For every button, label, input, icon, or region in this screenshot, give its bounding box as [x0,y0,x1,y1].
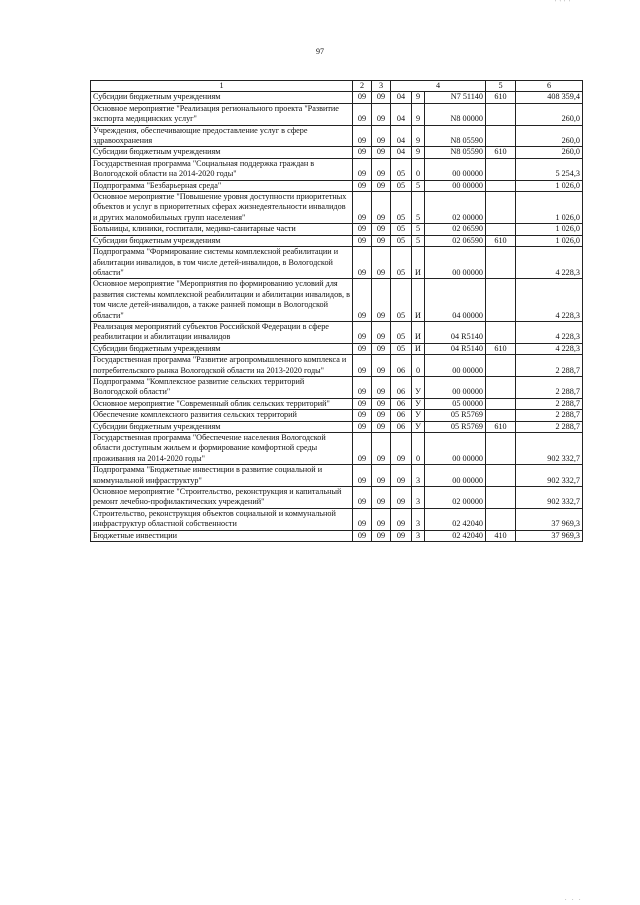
cell-col-5 [486,355,516,377]
cell-col-4-section: 05 [391,224,412,235]
cell-col-4-program: 9 [412,92,425,103]
cell-name: Государственная программа "Развитие агропромышленного комплекса и потребительского рынка Вологодской области на 2013-2020 годы" [91,355,353,377]
cell-name: Обеспечение комплексного развития сельских территорий [91,410,353,421]
cell-col-4-program: 5 [412,180,425,191]
cell-amount: 408 359,4 [516,92,583,103]
cell-amount: 4 228,3 [516,247,583,279]
cell-col-4-section: 04 [391,125,412,147]
cell-col-4-section: 06 [391,376,412,398]
cell-col-4-code: N8 05590 [425,147,486,158]
cell-col-4-program: 3 [412,530,425,541]
cell-col-5 [486,398,516,409]
cell-col-5 [486,180,516,191]
cell-amount: 260,0 [516,103,583,125]
cell-col-4-section: 06 [391,398,412,409]
table-row [91,487,583,509]
cell-col-2: 09 [353,192,372,224]
cell-col-4-code: 02 00000 [425,487,486,509]
cell-col-4-code: 00 00000 [425,433,486,465]
table-row [91,355,583,377]
cell-col-5: 410 [486,530,516,541]
cell-col-4-program: У [412,398,425,409]
cell-name: Основное мероприятие "Строительство, реконструкция и капитальный ремонт лечебно-профилактических учреждений" [91,487,353,509]
cell-name: Государственная программа "Социальная поддержка граждан в Вологодской области на 2014-2020 годы" [91,158,353,180]
cell-col-4-section: 06 [391,355,412,377]
cell-col-2: 09 [353,224,372,235]
header-row [91,81,583,92]
cell-name: Основное мероприятие "Мероприятия по формированию условий для развития системы комплексной реабилитации и абилитации инвалидов, в том числе детей-инвалидов, а также ранней помощи в Вологодской области" [91,279,353,322]
table-row [91,279,583,322]
cell-col-4-section: 09 [391,433,412,465]
table-row [91,180,583,191]
page-number: 97 [316,47,324,56]
table-row [91,192,583,224]
cell-col-4-program: И [412,279,425,322]
cell-amount: 902 332,7 [516,465,583,487]
cell-col-4-program: И [412,343,425,354]
cell-col-4-section: 05 [391,158,412,180]
cell-col-4-code: 00 00000 [425,158,486,180]
table-row [91,147,583,158]
cell-col-4-section: 05 [391,279,412,322]
cell-col-4-program: И [412,247,425,279]
cell-name: Подпрограмма "Формирование системы комплексной реабилитации и абилитации инвалидов, в том числе детей-инвалидов, в Вологодской области" [91,247,353,279]
cell-col-3: 09 [372,321,391,343]
cell-col-5 [486,192,516,224]
cell-col-5 [486,321,516,343]
cell-col-5 [486,279,516,322]
cell-col-4-code: 00 00000 [425,247,486,279]
cell-col-4-code: N7 51140 [425,92,486,103]
table-row [91,376,583,398]
cell-col-2: 09 [353,508,372,530]
cell-col-2: 09 [353,247,372,279]
cell-col-5: 610 [486,235,516,246]
header-col-5: 5 [486,81,516,92]
cell-col-4-program: 9 [412,147,425,158]
cell-name: Субсидии бюджетным учреждениям [91,421,353,432]
table-row [91,465,583,487]
cell-col-4-code: 00 00000 [425,355,486,377]
table-row [91,235,583,246]
cell-col-3: 09 [372,235,391,246]
cell-col-4-section: 05 [391,321,412,343]
cell-col-4-code: 02 06590 [425,224,486,235]
cell-col-2: 09 [353,410,372,421]
cell-col-4-program: У [412,421,425,432]
cell-amount: 4 228,3 [516,343,583,354]
table-row [91,410,583,421]
cell-col-4-program: 0 [412,433,425,465]
table-row [91,343,583,354]
cell-amount: 1 026,0 [516,180,583,191]
cell-col-4-code: 00 00000 [425,180,486,191]
table-row [91,92,583,103]
cell-col-5 [486,487,516,509]
cell-amount: 2 288,7 [516,398,583,409]
cell-name: Учреждения, обеспечивающие предоставление услуг в сфере здравоохранения [91,125,353,147]
cell-col-4-program: 5 [412,224,425,235]
cell-amount: 902 332,7 [516,487,583,509]
cell-col-2: 09 [353,92,372,103]
header-col-6: 6 [516,81,583,92]
cell-name: Субсидии бюджетным учреждениям [91,147,353,158]
header-col-1: 1 [91,81,353,92]
cell-col-5: 610 [486,421,516,432]
cell-amount: 37 969,3 [516,508,583,530]
cell-col-3: 09 [372,465,391,487]
cell-col-3: 09 [372,398,391,409]
cell-col-5 [486,410,516,421]
cell-name: Субсидии бюджетным учреждениям [91,235,353,246]
cell-col-4-code: 05 R5769 [425,421,486,432]
cell-name: Основное мероприятие "Современный облик сельских территорий" [91,398,353,409]
cell-col-2: 09 [353,235,372,246]
cell-name: Субсидии бюджетным учреждениям [91,343,353,354]
cell-col-5 [486,224,516,235]
cell-amount: 2 288,7 [516,376,583,398]
cell-col-4-section: 04 [391,103,412,125]
cell-name: Государственная программа "Обеспечение населения Вологодской области доступным жильем и формирование комфортной среды проживания на 2014-2020 годы" [91,433,353,465]
table-row [91,421,583,432]
cell-col-4-program: 5 [412,235,425,246]
cell-col-4-section: 06 [391,410,412,421]
scan-marks-bottom: . . . [565,896,583,902]
cell-col-2: 09 [353,103,372,125]
cell-col-5 [486,247,516,279]
cell-col-2: 09 [353,321,372,343]
cell-name: Субсидии бюджетным учреждениям [91,92,353,103]
cell-col-3: 09 [372,487,391,509]
cell-col-3: 09 [372,247,391,279]
table-row [91,103,583,125]
cell-amount: 902 332,7 [516,433,583,465]
table-row [91,321,583,343]
cell-col-4-code: 05 R5769 [425,410,486,421]
cell-col-4-section: 05 [391,235,412,246]
cell-col-5 [486,465,516,487]
cell-col-4-code: 02 42040 [425,530,486,541]
cell-col-5: 610 [486,92,516,103]
cell-col-3: 09 [372,410,391,421]
table-body [91,92,583,542]
cell-col-2: 09 [353,376,372,398]
cell-col-3: 09 [372,279,391,322]
cell-col-3: 09 [372,147,391,158]
cell-col-2: 09 [353,158,372,180]
cell-amount: 37 969,3 [516,530,583,541]
budget-table [90,80,583,542]
cell-col-4-code: 00 00000 [425,465,486,487]
cell-col-3: 09 [372,530,391,541]
cell-amount: 2 288,7 [516,421,583,432]
cell-col-4-program: 9 [412,125,425,147]
cell-col-3: 09 [372,355,391,377]
cell-col-3: 09 [372,192,391,224]
cell-col-4-code: 04 R5140 [425,321,486,343]
cell-col-2: 09 [353,343,372,354]
cell-col-4-code: 04 R5140 [425,343,486,354]
cell-col-5 [486,508,516,530]
header-col-4: 4 [391,81,486,92]
cell-col-5 [486,158,516,180]
cell-name: Бюджетные инвестиции [91,530,353,541]
cell-col-4-section: 09 [391,465,412,487]
cell-amount: 2 288,7 [516,355,583,377]
cell-col-3: 09 [372,92,391,103]
cell-col-4-program: 0 [412,355,425,377]
cell-col-4-program: 5 [412,192,425,224]
cell-col-3: 09 [372,125,391,147]
cell-name: Основное мероприятие "Повышение уровня доступности приоритетных объектов и услуг в приоритетных сферах жизнедеятельности инвалидов и других маломобильных групп населения" [91,192,353,224]
cell-name: Больницы, клиники, госпитали, медико-санитарные части [91,224,353,235]
cell-col-4-program: 3 [412,487,425,509]
cell-col-3: 09 [372,103,391,125]
cell-col-3: 09 [372,158,391,180]
cell-col-2: 09 [353,530,372,541]
cell-col-4-section: 09 [391,487,412,509]
cell-col-5 [486,125,516,147]
cell-col-3: 09 [372,343,391,354]
cell-col-2: 09 [353,279,372,322]
cell-col-4-program: 9 [412,103,425,125]
table-row [91,433,583,465]
cell-amount: 4 228,3 [516,321,583,343]
cell-col-4-section: 06 [391,421,412,432]
cell-col-4-code: 02 00000 [425,192,486,224]
scan-marks-top: ' ' ' ' [555,0,571,6]
cell-col-2: 09 [353,355,372,377]
cell-col-5: 610 [486,343,516,354]
cell-col-2: 09 [353,180,372,191]
cell-name: Подпрограмма "Безбарьерная среда" [91,180,353,191]
cell-col-4-code: N8 05590 [425,125,486,147]
cell-col-4-code: 04 00000 [425,279,486,322]
header-col-3: 3 [372,81,391,92]
header-col-2: 2 [353,81,372,92]
cell-col-3: 09 [372,433,391,465]
cell-col-4-section: 05 [391,180,412,191]
cell-col-4-section: 05 [391,247,412,279]
table-row [91,247,583,279]
cell-amount: 2 288,7 [516,410,583,421]
cell-col-4-program: У [412,376,425,398]
cell-col-2: 09 [353,147,372,158]
cell-amount: 1 026,0 [516,192,583,224]
cell-amount: 5 254,3 [516,158,583,180]
cell-col-4-section: 04 [391,147,412,158]
cell-col-3: 09 [372,508,391,530]
cell-col-3: 09 [372,421,391,432]
cell-col-4-code: N8 00000 [425,103,486,125]
cell-col-4-section: 09 [391,530,412,541]
table-row [91,530,583,541]
cell-name: Основное мероприятие "Реализация регионального проекта "Развитие экспорта медицинских услуг" [91,103,353,125]
cell-col-4-section: 05 [391,192,412,224]
table-row [91,224,583,235]
cell-col-5 [486,433,516,465]
cell-col-4-section: 05 [391,343,412,354]
cell-col-5 [486,376,516,398]
cell-amount: 4 228,3 [516,279,583,322]
cell-col-2: 09 [353,487,372,509]
cell-col-4-program: У [412,410,425,421]
cell-amount: 260,0 [516,147,583,158]
cell-name: Подпрограмма "Комплексное развитие сельских территорий Вологодской области" [91,376,353,398]
cell-amount: 1 026,0 [516,235,583,246]
cell-col-4-code: 02 06590 [425,235,486,246]
cell-col-2: 09 [353,421,372,432]
cell-name: Подпрограмма "Бюджетные инвестиции в развитие социальной и коммунальной инфраструктур" [91,465,353,487]
cell-col-4-code: 05 00000 [425,398,486,409]
cell-col-5: 610 [486,147,516,158]
cell-col-4-program: 3 [412,465,425,487]
table-row [91,158,583,180]
cell-col-3: 09 [372,180,391,191]
table-row [91,508,583,530]
cell-name: Строительство, реконструкция объектов социальной и коммунальной инфраструктур областной собственности [91,508,353,530]
cell-name: Реализация мероприятий субъектов Российской Федерации в сфере реабилитации и абилитации инвалидов [91,321,353,343]
cell-col-2: 09 [353,398,372,409]
table-row [91,398,583,409]
cell-col-2: 09 [353,433,372,465]
cell-amount: 1 026,0 [516,224,583,235]
cell-col-2: 09 [353,465,372,487]
table-row [91,125,583,147]
cell-col-4-program: 0 [412,158,425,180]
cell-col-2: 09 [353,125,372,147]
cell-col-4-code: 02 42040 [425,508,486,530]
cell-col-4-section: 04 [391,92,412,103]
cell-col-5 [486,103,516,125]
cell-col-4-program: 3 [412,508,425,530]
cell-col-4-program: И [412,321,425,343]
cell-col-4-code: 00 00000 [425,376,486,398]
cell-col-3: 09 [372,224,391,235]
cell-col-3: 09 [372,376,391,398]
cell-col-4-section: 09 [391,508,412,530]
cell-amount: 260,0 [516,125,583,147]
